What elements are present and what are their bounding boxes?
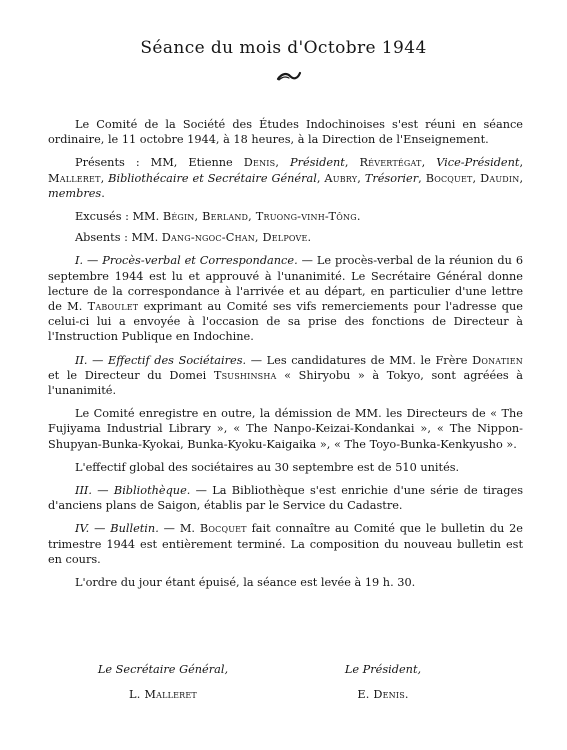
absents-paragraph xyxy=(48,230,523,245)
section-4-paragraph xyxy=(48,521,523,567)
name-taboulet: Taboulet xyxy=(87,300,139,314)
role-bibliothecaire: Bibliothécaire et Secrétaire Général xyxy=(108,171,317,185)
section-4-text: M. xyxy=(174,522,200,536)
signature-president-role: Le Président, xyxy=(344,663,422,676)
name-denis: Denis xyxy=(243,156,276,170)
signature-secretaire-name: L. Malleret xyxy=(129,688,197,701)
signature-secretaire-role: Le Secrétaire Général, xyxy=(97,663,229,676)
name-aubry: Aubry xyxy=(324,171,358,185)
name-revertegat: Révertégat xyxy=(359,156,422,170)
role-vice-president: Vice-Président xyxy=(436,156,520,170)
effectif-paragraph: L'effectif global des sociétaires au 30 septembre est de 510 unités. xyxy=(75,460,460,474)
ornament-flourish-icon xyxy=(276,70,302,82)
section-1-paragraph xyxy=(48,253,523,344)
excuses-names: Bégin, Berland, Truong-vinh-Tông. xyxy=(162,210,361,224)
name-tsushinsha: Tsushinsha xyxy=(213,368,277,382)
role-tresorier: Trésorier xyxy=(364,171,419,185)
name-daudin: Daudin xyxy=(480,171,520,185)
closing-paragraph: L'ordre du jour étant épuisé, la séance est levée à 19 h. 30. xyxy=(75,576,416,590)
section-2-paragraph xyxy=(48,353,523,399)
presents-label: Présents : MM, Etienne xyxy=(75,156,244,170)
excuses-label: Excusés : MM. xyxy=(75,210,163,224)
minutes-body xyxy=(48,117,523,598)
section-4-heading: IV. — Bulletin. — xyxy=(75,522,175,536)
absents-label: Absents : MM. xyxy=(75,231,162,245)
signature-secretaire xyxy=(88,663,238,701)
role-membres: membres xyxy=(48,186,102,200)
name-bocquet: Bocquet xyxy=(425,171,473,185)
section-2-heading: II. — Effectif des Sociétaires. — xyxy=(75,353,263,367)
section-1-text-end: exprimant au Comité ses vifs remerciements pour l'adresse que celui-ci lui a envoyée à l'occasion de sa prise des fonctions de Directeur à l'Instruction Publique en Indochine. xyxy=(48,300,523,344)
signature-president-name: E. Denis. xyxy=(357,688,409,701)
section-4-text-end: fait connaître au Comité que le bulletin du 2e trimestre 1944 est entièrement terminé. La composition du nouveau bulletin est en cours. xyxy=(48,522,523,566)
section-2-text: Les candidatures de MM. le Frère xyxy=(262,353,473,367)
section-1-text: Le procès-verbal de la réunion du 6 septembre 1944 est lu et approuvé à l'unanimité. Le Secrétaire Général donne lecture de la correspondance à l'arrivée et au départ, en particulier d'une lettre de M. xyxy=(48,254,524,314)
section-1-heading: I. — Procès-verbal et Correspondance. — xyxy=(75,254,313,268)
role-president: Président xyxy=(289,156,345,170)
name-bocquet-bulletin: Bocquet xyxy=(199,522,247,536)
section-2-text-end: « Shiryobu » à Tokyo, sont agréées à l'unanimité. xyxy=(48,368,524,398)
signature-president xyxy=(318,663,448,701)
page-title: Séance du mois d'Octobre 1944 xyxy=(140,38,427,58)
intro-paragraph: Le Comité de la Société des Études Indochinoises s'est réuni en séance ordinaire, le 11 octobre 1944, à 18 heures, à la Direction de l'Enseignement. xyxy=(48,118,523,147)
absents-names: Dang-ngoc-Chan, Delpove. xyxy=(161,231,312,245)
section-2-text-mid: et le Directeur du Domei xyxy=(48,368,214,382)
presents-paragraph: Présents : MM, Etienne Denis, Président, Révertégat, Vice-Président, Malleret, Bibliothécaire et Secrétaire Général, Aubry, Trésorier, Bocquet, Daudin, membres. xyxy=(48,156,524,200)
section-3-paragraph xyxy=(48,483,523,513)
demission-paragraph: Le Comité enregistre en outre, la démission de MM. les Directeurs de « The Fujiyama Industrial Library », « The Nanpo-Keizai-Kondankai », « The Nippon-Shupyan-Bunka-Kyokai, Bunka-Kyoku-Kaigaika », « The Toyo-Bunka-Kenkyusho ». xyxy=(48,407,523,451)
name-malleret: Malleret xyxy=(48,171,101,185)
name-donatien: Donatien xyxy=(472,353,523,367)
excuses-paragraph xyxy=(48,209,523,224)
section-3-text: La Bibliothèque s'est enrichie d'une série de tirages d'anciens plans de Saigon, établis par le Service du Cadastre. xyxy=(48,484,523,513)
section-3-heading: III. — Bibliothèque. — xyxy=(75,484,207,498)
